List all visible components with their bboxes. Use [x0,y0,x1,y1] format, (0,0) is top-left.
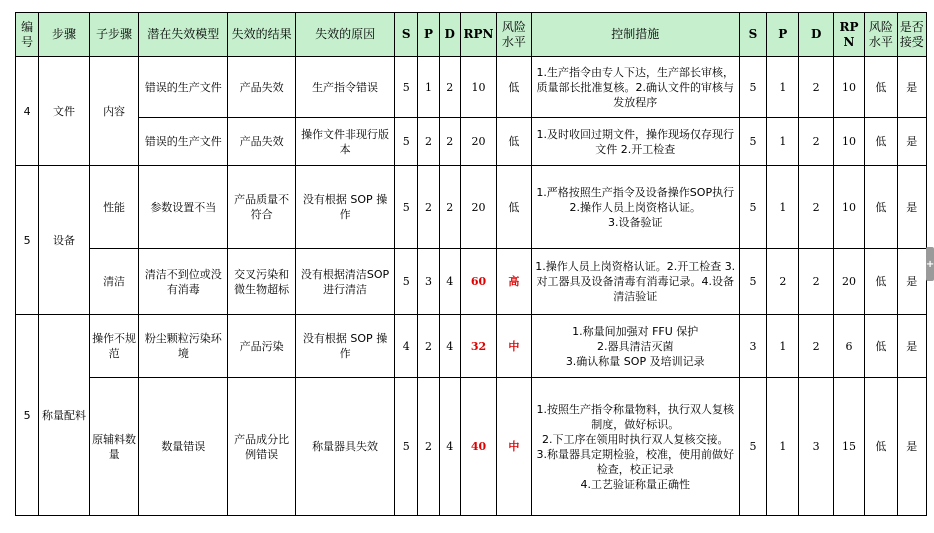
accept-cell: 是 [897,378,926,516]
header-risk-level: 风险水平 [497,13,531,57]
accept-cell: 是 [897,249,926,315]
rpn-after-cell: 20 [833,249,864,315]
control-measure-cell: 1.及时收回过期文件，操作现场仅存现行文件 2.开工检查 [531,118,739,166]
table-row [16,57,927,118]
table-row [16,249,927,315]
s-after-cell: 3 [739,315,766,378]
substep-cell: 清洁 [89,249,139,315]
failure-cause-cell: 操作文件非现行版本 [296,118,395,166]
s-after-cell: 5 [739,378,766,516]
d-after-cell: 2 [799,315,833,378]
accept-cell: 是 [897,315,926,378]
p-after-cell: 1 [767,118,799,166]
p-cell: 2 [418,166,439,249]
header-p-after: P [767,13,799,57]
d-cell: 2 [439,118,460,166]
d-cell: 2 [439,57,460,118]
header-no: 编号 [16,13,39,57]
control-measure-cell: 1.生产指令由专人下达，生产部长审核，质量部长批准复核。2.确认文件的审核与发放程序 [531,57,739,118]
failure-cause-cell: 没有根据 SOP 操作 [296,166,395,249]
p-after-cell: 2 [767,249,799,315]
plus-icon: + [925,258,934,270]
failure-mode-cell: 参数设置不当 [139,166,228,249]
risk-level-after-cell: 低 [865,378,897,516]
accept-cell: 是 [897,118,926,166]
header-rpn-after: RPN [833,13,864,57]
risk-level-after-cell: 低 [865,57,897,118]
d-after-cell: 2 [799,57,833,118]
group-no-cell: 5 [16,166,39,315]
failure-mode-cell: 错误的生产文件 [139,57,228,118]
failure-mode-cell: 错误的生产文件 [139,118,228,166]
risk-level-cell: 低 [497,118,531,166]
substep-cell: 操作不规范 [89,315,139,378]
failure-mode-cell: 粉尘颗粒污染环境 [139,315,228,378]
rpn-cell: 32 [460,315,496,378]
failure-effect-cell: 产品失效 [228,118,296,166]
header-failure-effect: 失效的结果 [228,13,296,57]
failure-effect-cell: 产品污染 [228,315,296,378]
header-d-after: D [799,13,833,57]
header-d: D [439,13,460,57]
risk-level-cell: 低 [497,57,531,118]
header-risk-level-after: 风险水平 [865,13,897,57]
header-substep: 子步骤 [89,13,139,57]
risk-level-after-cell: 低 [865,249,897,315]
header-failure-mode: 潜在失效模型 [139,13,228,57]
p-cell: 2 [418,378,439,516]
header-rpn: RPN [460,13,496,57]
rpn-cell: 20 [460,118,496,166]
p-cell: 1 [418,57,439,118]
rpn-cell: 60 [460,249,496,315]
header-s: S [395,13,418,57]
header-s-after: S [739,13,766,57]
risk-level-after-cell: 低 [865,315,897,378]
s-cell: 5 [395,118,418,166]
failure-effect-cell: 产品成分比例错误 [228,378,296,516]
rpn-after-cell: 6 [833,315,864,378]
p-after-cell: 1 [767,166,799,249]
failure-mode-cell: 数量错误 [139,378,228,516]
group-step-cell: 设备 [39,166,90,315]
rpn-cell: 20 [460,166,496,249]
failure-cause-cell: 生产指令错误 [296,57,395,118]
table-row [16,315,927,378]
accept-cell: 是 [897,57,926,118]
failure-effect-cell: 交叉污染和微生物超标 [228,249,296,315]
header-failure-cause: 失效的原因 [296,13,395,57]
d-after-cell: 2 [799,118,833,166]
s-after-cell: 5 [739,166,766,249]
d-cell: 4 [439,315,460,378]
p-after-cell: 1 [767,378,799,516]
header-step: 步骤 [39,13,90,57]
failure-effect-cell: 产品质量不符合 [228,166,296,249]
p-cell: 3 [418,249,439,315]
header-control: 控制措施 [531,13,739,57]
header-p: P [418,13,439,57]
rpn-after-cell: 10 [833,166,864,249]
header-accept: 是否接受 [897,13,926,57]
d-cell: 2 [439,166,460,249]
s-cell: 5 [395,249,418,315]
p-after-cell: 1 [767,57,799,118]
group-no-cell: 5 [16,315,39,516]
risk-level-cell: 中 [497,315,531,378]
table-expand-handle[interactable] [926,247,934,281]
table-row [16,378,927,516]
rpn-after-cell: 10 [833,57,864,118]
p-cell: 2 [418,118,439,166]
s-cell: 4 [395,315,418,378]
control-measure-cell: 1.按照生产指令称量物料，执行双人复核制度，做好标识。 2.下工序在领用时执行双人复核交接。 3.称量器具定期检验，校准，使用前做好检查，校正记录 4.工艺验证称量正确性 [531,378,739,516]
s-cell: 5 [395,166,418,249]
d-after-cell: 2 [799,249,833,315]
s-cell: 5 [395,378,418,516]
p-after-cell: 1 [767,315,799,378]
rpn-after-cell: 15 [833,378,864,516]
failure-effect-cell: 产品失效 [228,57,296,118]
header-row [16,13,927,57]
failure-cause-cell: 没有根据 SOP 操作 [296,315,395,378]
d-after-cell: 2 [799,166,833,249]
group-no-cell: 4 [16,57,39,166]
group-step-cell: 称量配料 [39,315,90,516]
rpn-cell: 10 [460,57,496,118]
table-row [16,166,927,249]
s-cell: 5 [395,57,418,118]
d-after-cell: 3 [799,378,833,516]
s-after-cell: 5 [739,249,766,315]
risk-level-after-cell: 低 [865,166,897,249]
s-after-cell: 5 [739,57,766,118]
substep-cell: 内容 [89,57,139,166]
risk-level-cell: 中 [497,378,531,516]
table-row [16,118,927,166]
p-cell: 2 [418,315,439,378]
failure-cause-cell: 没有根据清洁SOP 进行清洁 [296,249,395,315]
failure-cause-cell: 称量器具失效 [296,378,395,516]
d-cell: 4 [439,249,460,315]
substep-cell: 性能 [89,166,139,249]
risk-level-cell: 低 [497,166,531,249]
accept-cell: 是 [897,166,926,249]
s-after-cell: 5 [739,118,766,166]
rpn-cell: 40 [460,378,496,516]
control-measure-cell: 1.称量间加强对 FFU 保护 2.器具清洁灭菌 3.确认称量 SOP 及培训记录 [531,315,739,378]
d-cell: 4 [439,378,460,516]
rpn-after-cell: 10 [833,118,864,166]
substep-cell: 原辅料数量 [89,378,139,516]
control-measure-cell: 1.严格按照生产指令及设备操作SOP执行 2.操作人员上岗资格认证。 3.设备验证 [531,166,739,249]
group-step-cell: 文件 [39,57,90,166]
risk-level-after-cell: 低 [865,118,897,166]
fmea-table [15,12,927,516]
failure-mode-cell: 清洁不到位或没有消毒 [139,249,228,315]
control-measure-cell: 1.操作人员上岗资格认证。2.开工检查 3.对工器具及设备清毒有消毒记录。4.设备清洁验证 [531,249,739,315]
risk-level-cell: 高 [497,249,531,315]
